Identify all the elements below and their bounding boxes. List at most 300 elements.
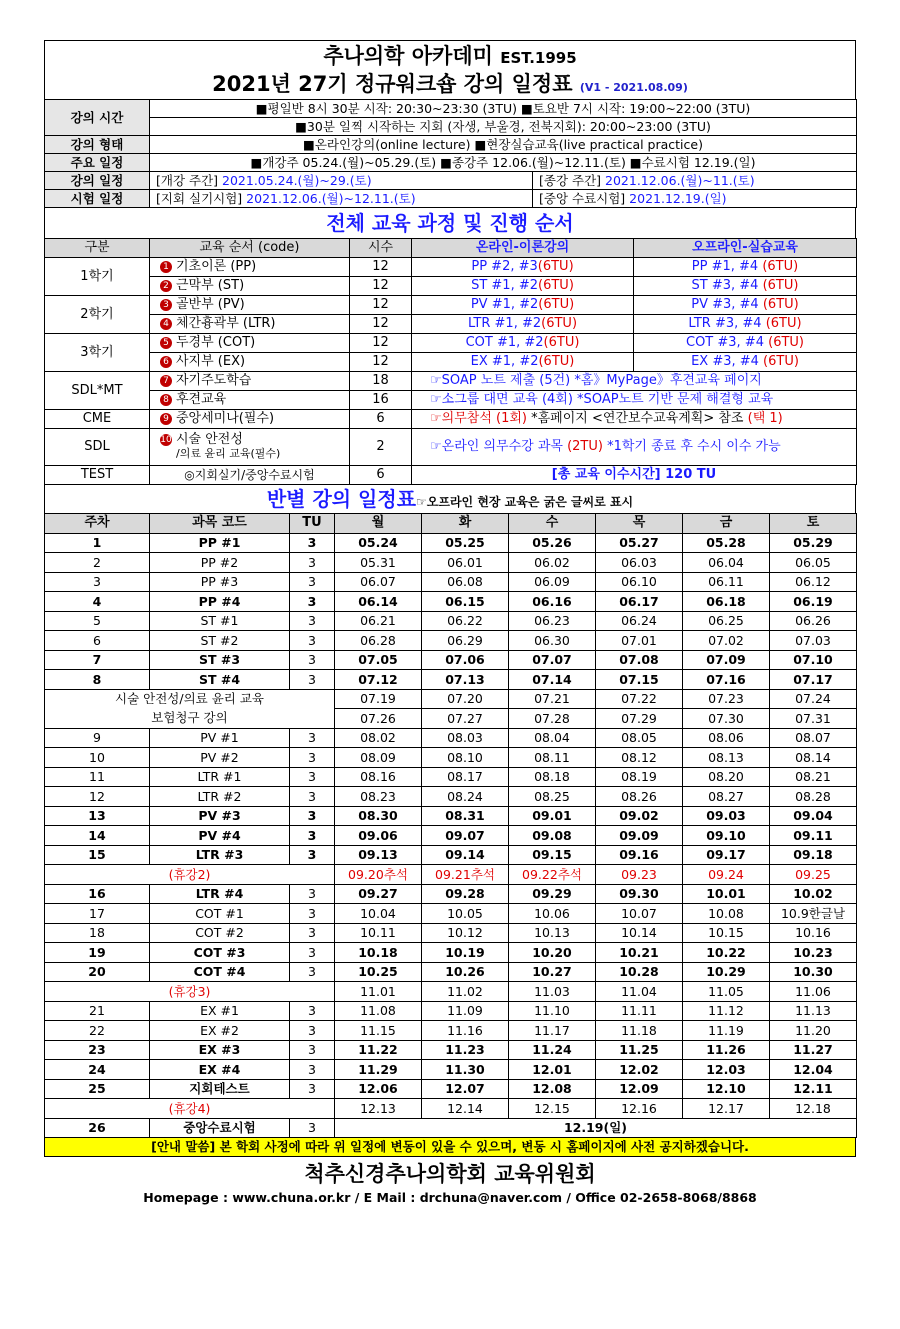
date-cell: 12.14 xyxy=(422,1099,509,1119)
date-cell: 10.18 xyxy=(335,943,422,963)
week-number: 15 xyxy=(45,845,150,865)
date-cell: 09.27 xyxy=(335,884,422,904)
date-cell: 08.02 xyxy=(335,728,422,748)
date-cell: 07.24 xyxy=(770,689,857,709)
week-number: 3 xyxy=(45,572,150,592)
date-cell: 11.22 xyxy=(335,1040,422,1060)
open-week: [개강 주간] 2021.05.24.(월)~29.(토) xyxy=(150,172,533,190)
course-code: LTR #3 xyxy=(150,845,290,865)
tu-value: 3 xyxy=(290,592,335,612)
main-label: 주요 일정 xyxy=(45,154,150,172)
course-order: ◎지회실기/중앙수료시험 xyxy=(150,466,350,485)
tu-label: (6TU) xyxy=(762,297,799,313)
date-cell: 11.01 xyxy=(335,982,422,1002)
course-hours: 6 xyxy=(350,410,412,429)
tu-value: 3 xyxy=(290,670,335,690)
total-hours: [총 교육 이수시간] 120 TU xyxy=(412,466,857,485)
course-code: COT #2 xyxy=(150,923,290,943)
course-code: COT #4 xyxy=(150,962,290,982)
schedule-header: 수 xyxy=(509,514,596,534)
form-label: 강의 형태 xyxy=(45,136,150,154)
week-number: 8 xyxy=(45,670,150,690)
date-cell: 12.11 xyxy=(770,1079,857,1099)
break-week: (휴강2) xyxy=(45,865,335,885)
week-number: 19 xyxy=(45,943,150,963)
date-cell: 11.23 xyxy=(422,1040,509,1060)
week-number: 10 xyxy=(45,748,150,768)
date-cell: 08.13 xyxy=(683,748,770,768)
table-row xyxy=(45,1099,857,1119)
course-code: EX #4 xyxy=(150,1060,290,1080)
table-row xyxy=(45,533,857,553)
course-name: 두경부 (COT) xyxy=(176,335,256,351)
date-cell: 10.9한글날 xyxy=(770,904,857,924)
date-cell: 10.11 xyxy=(335,923,422,943)
central-exam: [중앙 수료시험] 2021.12.19.(일) xyxy=(533,190,857,208)
date-cell: 06.24 xyxy=(596,611,683,631)
table-row xyxy=(45,689,857,709)
week-number: 13 xyxy=(45,806,150,826)
page-title xyxy=(44,40,856,99)
course-code: COT #1 xyxy=(150,904,290,924)
info-table xyxy=(44,99,857,208)
tu-value: 3 xyxy=(290,943,335,963)
curriculum-row xyxy=(45,315,857,334)
branch-exam: [지회 실기시험] 2021.12.06.(월)~12.11.(토) xyxy=(150,190,533,208)
date-cell: 12.18 xyxy=(770,1099,857,1119)
date-cell: 12.02 xyxy=(596,1060,683,1080)
week-number: 1 xyxy=(45,533,150,553)
date-cell: 06.23 xyxy=(509,611,596,631)
table-row xyxy=(45,923,857,943)
table-row xyxy=(45,826,857,846)
date-cell: 12.10 xyxy=(683,1079,770,1099)
date-cell: 11.15 xyxy=(335,1021,422,1041)
week-number: 22 xyxy=(45,1021,150,1041)
schedule-section-title xyxy=(44,485,856,513)
date-cell: 11.12 xyxy=(683,1001,770,1021)
date-cell: 11.05 xyxy=(683,982,770,1002)
date-cell: 09.02 xyxy=(596,806,683,826)
curriculum-row xyxy=(45,391,857,410)
date-cell: 11.09 xyxy=(422,1001,509,1021)
week-number: 23 xyxy=(45,1040,150,1060)
tu-value: 3 xyxy=(290,787,335,807)
tu-value: 3 xyxy=(290,650,335,670)
tu-value: 3 xyxy=(290,904,335,924)
date-cell: 09.14 xyxy=(422,845,509,865)
offline-codes: ST #3, #4 xyxy=(691,278,759,294)
tu-value: 3 xyxy=(290,767,335,787)
tu-value: 3 xyxy=(290,1079,335,1099)
tu-value: 3 xyxy=(290,1060,335,1080)
tu-value: 3 xyxy=(290,748,335,768)
table-row xyxy=(45,631,857,651)
date-cell: 11.25 xyxy=(596,1040,683,1060)
course-name: 후견교육 xyxy=(176,392,227,408)
online-lectures xyxy=(412,334,634,353)
date-cell: 07.12 xyxy=(335,670,422,690)
date-cell: 10.06 xyxy=(509,904,596,924)
date-cell: 10.08 xyxy=(683,904,770,924)
table-row xyxy=(45,709,857,729)
date-cell: 11.04 xyxy=(596,982,683,1002)
date-cell: 08.30 xyxy=(335,806,422,826)
notice-bar: [안내 말씀] 본 학회 사정에 따라 위 일정에 변동이 있을 수 있으며, 변동 시 홈페이지에 사전 공지하겠습니다. xyxy=(44,1138,856,1157)
course-order xyxy=(150,429,350,466)
date-cell: 11.13 xyxy=(770,1001,857,1021)
form-value: ■온라인강의(online lecture) ■현장실습교육(live practical practice) xyxy=(150,136,857,154)
table-row xyxy=(45,865,857,885)
course-note xyxy=(412,429,857,466)
date-cell: 10.02 xyxy=(770,884,857,904)
date-cell: 05.26 xyxy=(509,533,596,553)
course-code: PV #2 xyxy=(150,748,290,768)
week-number: 12 xyxy=(45,787,150,807)
course-code: PP #2 xyxy=(150,553,290,573)
date-cell: 10.15 xyxy=(683,923,770,943)
schedule-heading: 반별 강의 일정표 xyxy=(266,487,417,511)
online-codes: ST #1, #2 xyxy=(471,278,539,294)
course-code: ST #4 xyxy=(150,670,290,690)
date-cell: 12.06 xyxy=(335,1079,422,1099)
date-cell: 08.23 xyxy=(335,787,422,807)
online-lectures xyxy=(412,277,634,296)
course-hours: 12 xyxy=(350,277,412,296)
date-cell: 12.01 xyxy=(509,1060,596,1080)
tu-label: (6TU) xyxy=(537,259,574,275)
date-cell: 07.16 xyxy=(683,670,770,690)
course-order xyxy=(150,277,350,296)
tu-label: (6TU) xyxy=(763,354,799,370)
schedule-table xyxy=(44,513,857,1138)
schedule-header: 과목 코드 xyxy=(150,514,290,534)
date-cell: 11.29 xyxy=(335,1060,422,1080)
week-number: 9 xyxy=(45,728,150,748)
date-cell: 09.24 xyxy=(683,865,770,885)
course-code: PP #1 xyxy=(150,533,290,553)
date-cell: 06.30 xyxy=(509,631,596,651)
table-row xyxy=(45,845,857,865)
curr-header: 오프라인-실습교육 xyxy=(634,239,857,258)
date-cell: 07.31 xyxy=(770,709,857,729)
date-cell: 09.01 xyxy=(509,806,596,826)
order-number-icon: 2 xyxy=(160,280,172,292)
date-cell: 09.21추석 xyxy=(422,865,509,885)
date-cell: 07.15 xyxy=(596,670,683,690)
table-row xyxy=(45,572,857,592)
date-cell: 06.12 xyxy=(770,572,857,592)
date-cell: 07.28 xyxy=(509,709,596,729)
date-cell: 09.06 xyxy=(335,826,422,846)
date-cell: 11.18 xyxy=(596,1021,683,1041)
date-cell: 07.26 xyxy=(335,709,422,729)
online-codes: PP #2, #3 xyxy=(471,259,538,275)
date-cell: 09.18 xyxy=(770,845,857,865)
week-number: 2 xyxy=(45,553,150,573)
date-cell: 06.07 xyxy=(335,572,422,592)
date-cell: 08.03 xyxy=(422,728,509,748)
date-cell: 09.17 xyxy=(683,845,770,865)
course-hours: 16 xyxy=(350,391,412,410)
order-number-icon: 8 xyxy=(160,394,172,406)
date-cell: 05.25 xyxy=(422,533,509,553)
offline-codes: LTR #3, #4 xyxy=(688,316,762,332)
date-cell: 10.25 xyxy=(335,962,422,982)
date-cell: 05.28 xyxy=(683,533,770,553)
date-cell: 07.02 xyxy=(683,631,770,651)
tu-value: 3 xyxy=(290,884,335,904)
course-name: 중앙세미나(필수) xyxy=(176,411,275,427)
course-hours: 12 xyxy=(350,258,412,277)
date-cell: 06.05 xyxy=(770,553,857,573)
date-cell: 09.20추석 xyxy=(335,865,422,885)
course-name: 골반부 (PV) xyxy=(176,297,245,313)
date-cell: 06.29 xyxy=(422,631,509,651)
course-order xyxy=(150,372,350,391)
course-code: PV #4 xyxy=(150,826,290,846)
date-cell: 08.12 xyxy=(596,748,683,768)
curriculum-row xyxy=(45,258,857,277)
week-number: 7 xyxy=(45,650,150,670)
week-number: 16 xyxy=(45,884,150,904)
date-cell: 06.04 xyxy=(683,553,770,573)
date-cell: 06.25 xyxy=(683,611,770,631)
date-cell: 06.28 xyxy=(335,631,422,651)
table-row xyxy=(45,884,857,904)
course-code: ST #1 xyxy=(150,611,290,631)
note-part: ☞의무참석 (1회) xyxy=(430,411,532,427)
tu-value: 3 xyxy=(290,1118,335,1138)
date-cell: 05.29 xyxy=(770,533,857,553)
table-row xyxy=(45,943,857,963)
date-cell: 08.31 xyxy=(422,806,509,826)
date-cell: 09.30 xyxy=(596,884,683,904)
date-cell: 06.01 xyxy=(422,553,509,573)
date-cell: 09.16 xyxy=(596,845,683,865)
semester-cell: 3학기 xyxy=(45,334,150,372)
schedule-subtitle: ☞오프라인 현장 교육은 굵은 글씨로 표시 xyxy=(416,495,634,509)
course-code: EX #1 xyxy=(150,1001,290,1021)
date-cell: 12.08 xyxy=(509,1079,596,1099)
date-cell: 11.06 xyxy=(770,982,857,1002)
date-cell: 10.22 xyxy=(683,943,770,963)
curriculum-row xyxy=(45,296,857,315)
table-row xyxy=(45,1001,857,1021)
schedule-title: 2021년 27기 정규워크숍 강의 일정표 xyxy=(212,72,573,96)
table-row xyxy=(45,611,857,631)
date-cell: 06.26 xyxy=(770,611,857,631)
date-cell: 07.09 xyxy=(683,650,770,670)
date-cell: 10.01 xyxy=(683,884,770,904)
tu-label: (6TU) xyxy=(765,316,802,332)
course-name: 기초이론 (PP) xyxy=(176,259,257,275)
tu-value: 3 xyxy=(290,611,335,631)
date-cell: 08.06 xyxy=(683,728,770,748)
cme-label: CME xyxy=(45,410,150,429)
offline-lectures xyxy=(634,353,857,372)
organization-name: 척추신경추나의학회 교육위원회 xyxy=(304,1162,596,1186)
course-note xyxy=(412,410,857,429)
date-cell: 07.01 xyxy=(596,631,683,651)
date-cell: 06.15 xyxy=(422,592,509,612)
order-number-icon: 5 xyxy=(160,337,172,349)
time-line1: ■평일반 8시 30분 시작: 20:30~23:30 (3TU) ■토요반 7시 시작: 19:00~22:00 (3TU) xyxy=(150,100,857,118)
course-order xyxy=(150,258,350,277)
schedule-header: 월 xyxy=(335,514,422,534)
table-row xyxy=(45,592,857,612)
table-row xyxy=(45,1021,857,1041)
course-code: COT #3 xyxy=(150,943,290,963)
date-cell: 10.07 xyxy=(596,904,683,924)
time-line2: ■30분 일찍 시작하는 지회 (자생, 부울경, 전북지회): 20:00~23:00 (3TU) xyxy=(150,118,857,136)
date-cell: 08.19 xyxy=(596,767,683,787)
date-cell: 11.20 xyxy=(770,1021,857,1041)
date-cell: 06.21 xyxy=(335,611,422,631)
offline-codes: EX #3, #4 xyxy=(691,354,759,370)
table-row xyxy=(45,1079,857,1099)
offline-lectures xyxy=(634,258,857,277)
date-cell: 08.17 xyxy=(422,767,509,787)
date-cell: 08.26 xyxy=(596,787,683,807)
course-code: PV #3 xyxy=(150,806,290,826)
week-number: 20 xyxy=(45,962,150,982)
date-cell: 08.25 xyxy=(509,787,596,807)
date-cell: 06.11 xyxy=(683,572,770,592)
course-order xyxy=(150,296,350,315)
course-order xyxy=(150,334,350,353)
offline-codes: PP #1, #4 xyxy=(691,259,759,275)
online-lectures xyxy=(412,353,634,372)
order-number-icon: 9 xyxy=(160,413,172,425)
date-cell: 10.23 xyxy=(770,943,857,963)
table-row xyxy=(45,650,857,670)
online-codes: LTR #1, #2 xyxy=(467,316,542,332)
week-number: 17 xyxy=(45,904,150,924)
curriculum-row xyxy=(45,372,857,391)
date-cell: 09.22추석 xyxy=(509,865,596,885)
curr-header: 온라인-이론강의 xyxy=(412,239,634,258)
date-cell: 06.22 xyxy=(422,611,509,631)
date-cell: 12.16 xyxy=(596,1099,683,1119)
course-code: LTR #4 xyxy=(150,884,290,904)
closing-exam-date: 12.19(일) xyxy=(335,1118,857,1138)
course-hours: 12 xyxy=(350,315,412,334)
semester-cell: 2학기 xyxy=(45,296,150,334)
course-order xyxy=(150,391,350,410)
curriculum-row xyxy=(45,410,857,429)
course-note: ☞SOAP 노트 제출 (5건) *홈》MyPage》후견교육 페이지 xyxy=(412,372,857,391)
order-number-icon: 7 xyxy=(160,375,172,387)
date-cell: 07.05 xyxy=(335,650,422,670)
offline-lectures xyxy=(634,277,857,296)
schedule-header: 금 xyxy=(683,514,770,534)
offline-codes: COT #3, #4 xyxy=(686,335,764,351)
offline-lectures xyxy=(634,296,857,315)
order-number-icon: 10 xyxy=(160,435,172,446)
course-code: LTR #1 xyxy=(150,767,290,787)
date-cell: 08.11 xyxy=(509,748,596,768)
table-row xyxy=(45,748,857,768)
date-cell: 08.14 xyxy=(770,748,857,768)
course-code: PP #4 xyxy=(150,592,290,612)
note-part: *홈페이지 <연간보수교육계획> 참조 xyxy=(531,411,748,427)
week-number: 25 xyxy=(45,1079,150,1099)
course-order xyxy=(150,353,350,372)
curriculum-row xyxy=(45,353,857,372)
week-number: 6 xyxy=(45,631,150,651)
table-row xyxy=(45,670,857,690)
course-hours: 6 xyxy=(350,466,412,485)
course-name: 체간흉곽부 (LTR) xyxy=(176,316,276,332)
date-cell: 11.16 xyxy=(422,1021,509,1041)
date-cell: 10.29 xyxy=(683,962,770,982)
course-hours: 18 xyxy=(350,372,412,391)
date-cell: 06.03 xyxy=(596,553,683,573)
version-label: (V1 - 2021.08.09) xyxy=(579,81,688,94)
date-cell: 10.14 xyxy=(596,923,683,943)
date-cell: 11.19 xyxy=(683,1021,770,1041)
tu-label: (6TU) xyxy=(543,335,580,351)
curriculum-row xyxy=(45,277,857,296)
date-cell: 11.10 xyxy=(509,1001,596,1021)
date-cell: 07.21 xyxy=(509,689,596,709)
close-week: [종강 주간] 2021.12.06.(월)~11.(토) xyxy=(533,172,857,190)
tu-value: 3 xyxy=(290,631,335,651)
course-hours: 12 xyxy=(350,296,412,315)
date-cell: 11.24 xyxy=(509,1040,596,1060)
date-cell: 08.10 xyxy=(422,748,509,768)
date-cell: 11.27 xyxy=(770,1040,857,1060)
week-number: 21 xyxy=(45,1001,150,1021)
curriculum-row xyxy=(45,429,857,466)
date-cell: 07.27 xyxy=(422,709,509,729)
date-cell: 10.05 xyxy=(422,904,509,924)
table-row xyxy=(45,1118,857,1138)
date-cell: 06.08 xyxy=(422,572,509,592)
tu-value: 3 xyxy=(290,1001,335,1021)
online-codes: PV #1, #2 xyxy=(470,297,539,313)
date-cell: 09.25 xyxy=(770,865,857,885)
date-cell: 10.19 xyxy=(422,943,509,963)
date-cell: 10.13 xyxy=(509,923,596,943)
date-cell: 06.14 xyxy=(335,592,422,612)
course-order xyxy=(150,410,350,429)
tu-value: 3 xyxy=(290,572,335,592)
date-cell: 07.22 xyxy=(596,689,683,709)
date-cell: 09.29 xyxy=(509,884,596,904)
date-cell: 06.09 xyxy=(509,572,596,592)
course-note: ☞소그룹 대면 교육 (4회) *SOAP노트 기반 문제 해결형 교육 xyxy=(412,391,857,410)
date-cell: 09.15 xyxy=(509,845,596,865)
course-code: ST #2 xyxy=(150,631,290,651)
date-cell: 09.03 xyxy=(683,806,770,826)
tu-label: (6TU) xyxy=(541,316,578,332)
week-number: 24 xyxy=(45,1060,150,1080)
note-part: ☞온라인 의무수강 과목 xyxy=(430,439,568,455)
tu-value: 3 xyxy=(290,923,335,943)
tu-label: (6TU) xyxy=(538,278,574,294)
tu-label: (6TU) xyxy=(768,335,804,351)
course-hours: 12 xyxy=(350,353,412,372)
curriculum-row xyxy=(45,466,857,485)
table-row xyxy=(45,787,857,807)
date-cell: 08.09 xyxy=(335,748,422,768)
sched-label: 강의 일정 xyxy=(45,172,150,190)
offline-lectures xyxy=(634,315,857,334)
date-cell: 11.30 xyxy=(422,1060,509,1080)
table-row xyxy=(45,767,857,787)
